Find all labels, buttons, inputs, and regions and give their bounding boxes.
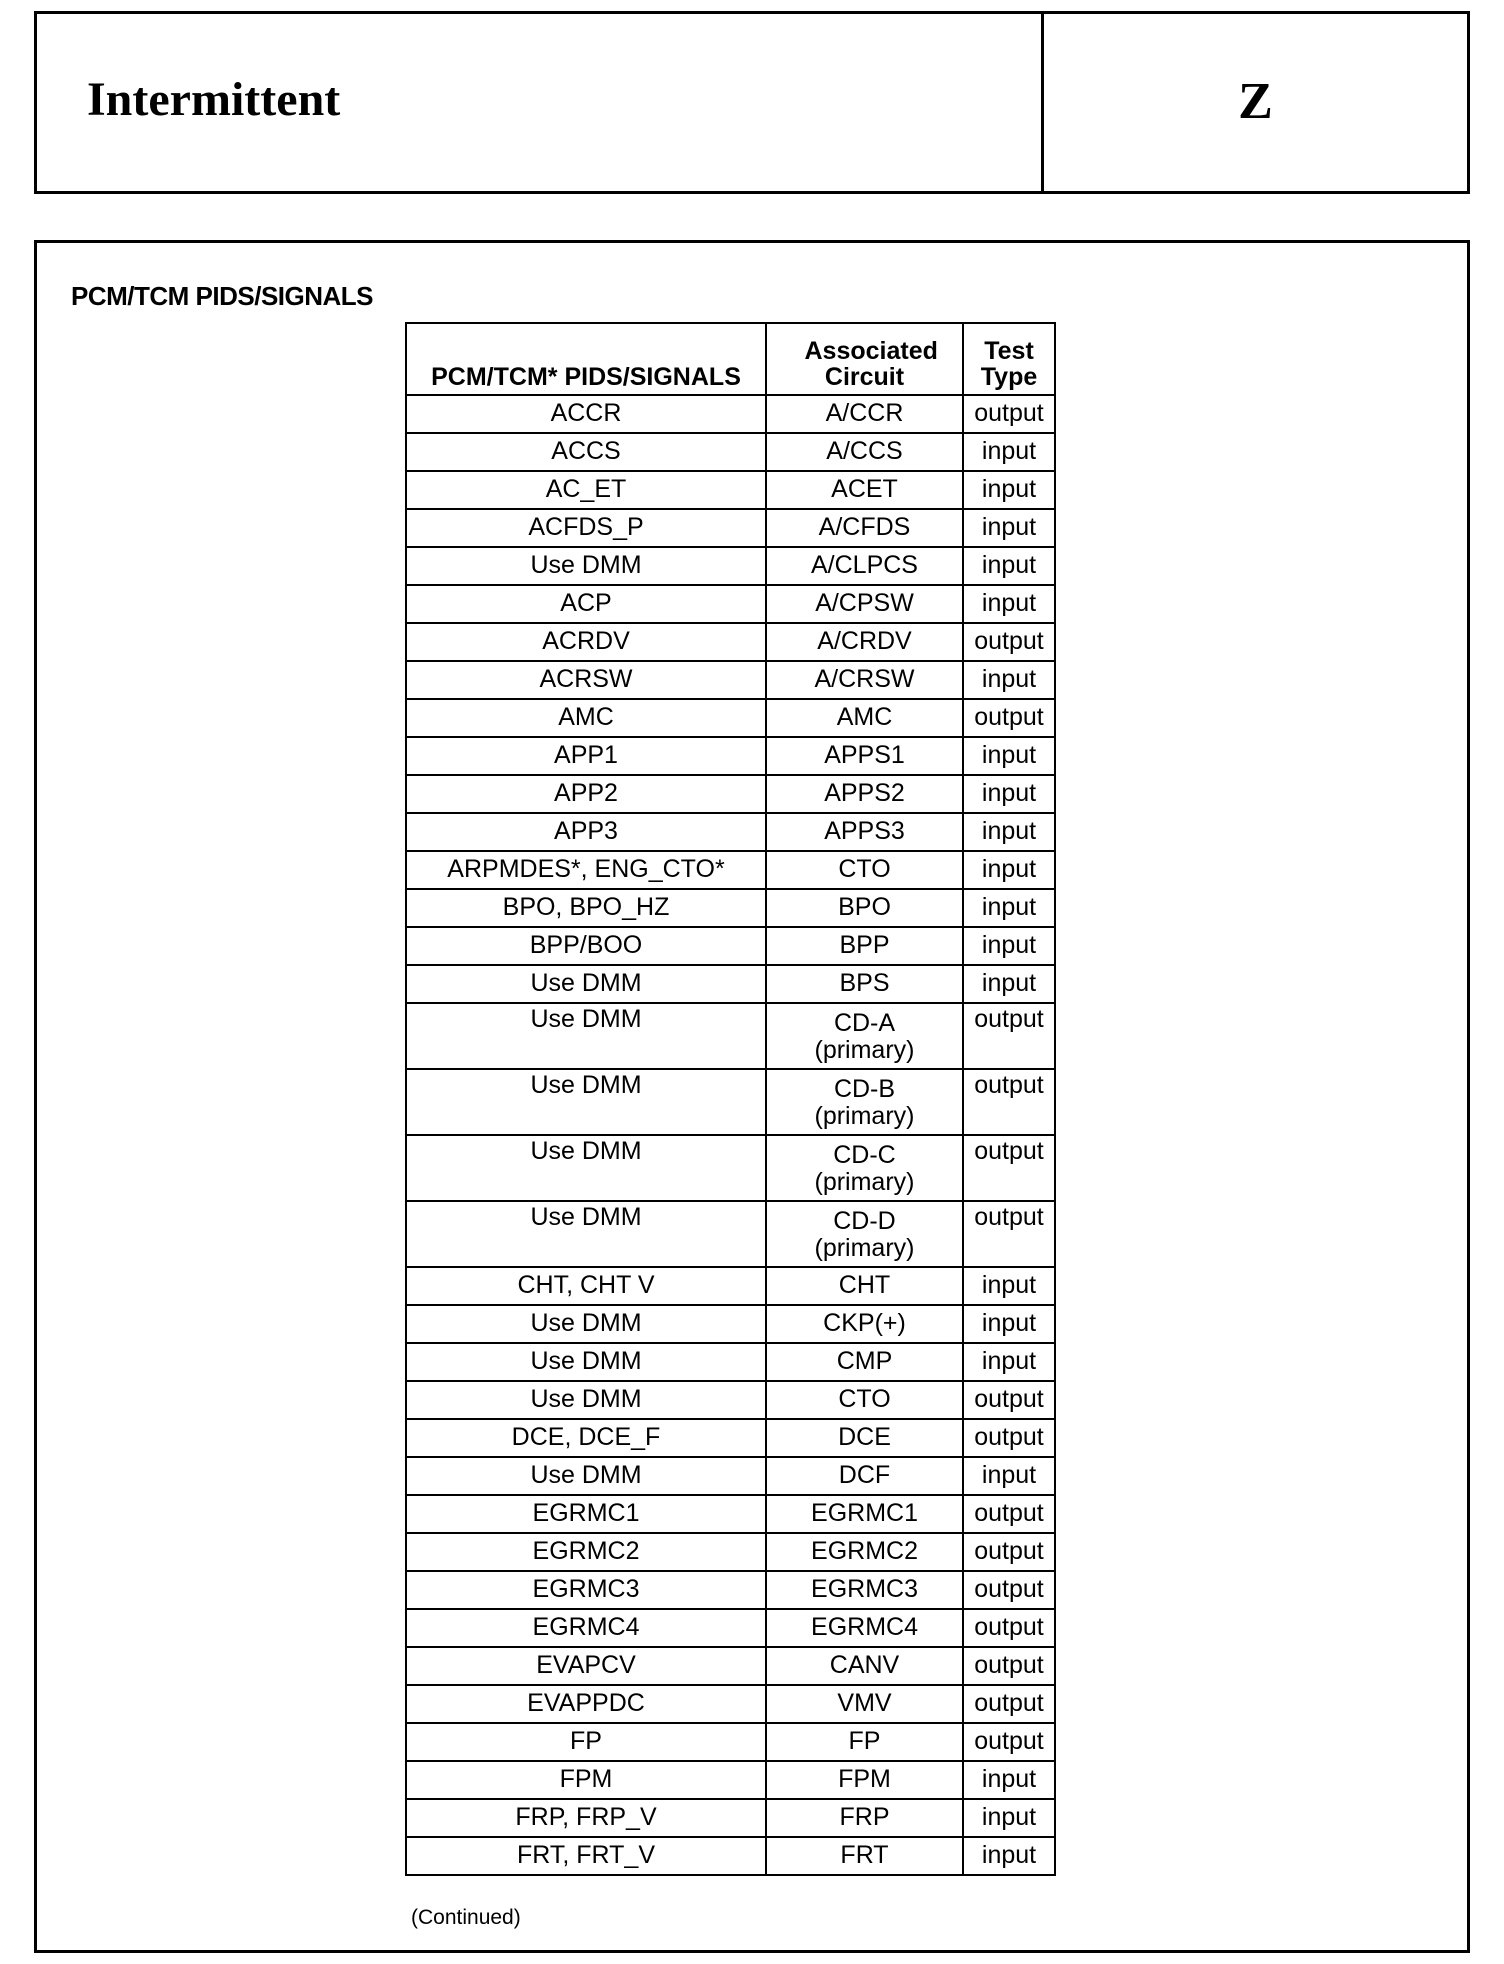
pid-cell: EGRMC3	[406, 1571, 766, 1609]
circuit-cell	[766, 851, 963, 889]
pid-cell: Use DMM	[406, 1003, 766, 1069]
circuit-cell	[766, 1135, 963, 1201]
pid-cell: ACCS	[406, 433, 766, 471]
circuit-name: AMC	[836, 703, 893, 732]
table-row	[406, 1457, 1055, 1495]
continued-note: (Continued)	[411, 1906, 521, 1929]
table-row	[406, 775, 1055, 813]
table-row	[406, 927, 1055, 965]
test-type-cell: output	[963, 1685, 1055, 1723]
table-body	[406, 395, 1055, 1875]
circuit-cell	[766, 1533, 963, 1571]
test-type-cell: output	[963, 1571, 1055, 1609]
circuit-name: CD-C	[833, 1140, 896, 1169]
test-type-cell: input	[963, 927, 1055, 965]
pid-cell: FRT, FRT_V	[406, 1837, 766, 1875]
circuit-cell	[766, 395, 963, 433]
circuit-name: EGRMC3	[811, 1575, 918, 1604]
pid-cell: FPM	[406, 1761, 766, 1799]
test-type-cell: output	[963, 1533, 1055, 1571]
table-row	[406, 433, 1055, 471]
pid-cell: Use DMM	[406, 965, 766, 1003]
table-row	[406, 1419, 1055, 1457]
table-row	[406, 1723, 1055, 1761]
table-row	[406, 661, 1055, 699]
test-type-cell: output	[963, 1647, 1055, 1685]
circuit-cell	[766, 1201, 963, 1267]
circuit-name: CMP	[836, 1347, 893, 1376]
circuit-cell	[766, 1495, 963, 1533]
circuit-name: EGRMC2	[811, 1537, 918, 1566]
pid-cell: APP2	[406, 775, 766, 813]
circuit-cell	[766, 1267, 963, 1305]
circuit-name: A/CRSW	[814, 665, 915, 694]
circuit-cell	[766, 509, 963, 547]
table-row	[406, 547, 1055, 585]
pid-cell: APP3	[406, 813, 766, 851]
circuit-cell	[766, 1685, 963, 1723]
test-type-cell: output	[963, 395, 1055, 433]
circuit-cell	[766, 1799, 963, 1837]
table-row	[406, 1305, 1055, 1343]
pid-cell: AC_ET	[406, 471, 766, 509]
circuit-cell	[766, 585, 963, 623]
pid-cell: EVAPPDC	[406, 1685, 766, 1723]
test-type-cell: output	[963, 1135, 1055, 1201]
test-type-cell: output	[963, 1201, 1055, 1267]
circuit-cell	[766, 889, 963, 927]
section-title: PCM/TCM PIDS/SIGNALS	[71, 281, 374, 311]
circuit-cell	[766, 813, 963, 851]
circuit-note: (primary)	[814, 1234, 915, 1262]
table-row	[406, 737, 1055, 775]
table-row	[406, 1799, 1055, 1837]
circuit-name: APPS3	[824, 817, 905, 846]
table-row	[406, 1381, 1055, 1419]
circuit-name: A/CCR	[825, 399, 904, 428]
test-type-cell: input	[963, 1267, 1055, 1305]
table-header-row	[406, 323, 1055, 395]
circuit-cell	[766, 623, 963, 661]
circuit-name: A/CPSW	[815, 589, 914, 618]
pid-cell: AMC	[406, 699, 766, 737]
circuit-name: BPP	[839, 931, 890, 960]
test-type-cell: output	[963, 1723, 1055, 1761]
pid-cell: Use DMM	[406, 1381, 766, 1419]
test-type-cell: output	[963, 699, 1055, 737]
circuit-name: A/CFDS	[818, 513, 911, 542]
circuit-note: (primary)	[814, 1102, 915, 1130]
test-type-cell: input	[963, 889, 1055, 927]
table-row	[406, 1495, 1055, 1533]
circuit-name: CTO	[838, 1385, 891, 1414]
pid-cell: Use DMM	[406, 1305, 766, 1343]
table-row	[406, 1533, 1055, 1571]
test-type-cell: input	[963, 1457, 1055, 1495]
test-type-cell: input	[963, 775, 1055, 813]
circuit-note: (primary)	[814, 1168, 915, 1196]
circuit-name: VMV	[837, 1689, 892, 1718]
circuit-cell	[766, 699, 963, 737]
pid-cell: Use DMM	[406, 1069, 766, 1135]
test-type-cell: input	[963, 471, 1055, 509]
circuit-name: CKP(+)	[823, 1309, 906, 1338]
table-row	[406, 1685, 1055, 1723]
circuit-cell	[766, 1723, 963, 1761]
table-row	[406, 1647, 1055, 1685]
column-header-circuit: Associated Circuit	[766, 323, 963, 395]
table-row	[406, 813, 1055, 851]
circuit-cell	[766, 1457, 963, 1495]
test-type-cell: input	[963, 813, 1055, 851]
table-row	[406, 1761, 1055, 1799]
column-header-test-type: Test Type	[963, 323, 1055, 395]
table-row	[406, 585, 1055, 623]
circuit-name: BPS	[839, 969, 890, 998]
table-row	[406, 965, 1055, 1003]
circuit-name: CD-D	[833, 1206, 896, 1235]
test-type-cell: output	[963, 1419, 1055, 1457]
circuit-name: FRT	[840, 1841, 889, 1870]
pid-cell: ARPMDES*, ENG_CTO*	[406, 851, 766, 889]
circuit-name: DCE	[838, 1423, 891, 1452]
pid-cell: EGRMC2	[406, 1533, 766, 1571]
pid-cell: Use DMM	[406, 1201, 766, 1267]
test-type-cell: input	[963, 547, 1055, 585]
circuit-name: CANV	[829, 1651, 900, 1680]
pid-signals-table	[405, 322, 1056, 1876]
test-type-cell: output	[963, 1381, 1055, 1419]
table-row	[406, 1837, 1055, 1875]
table-row	[406, 1003, 1055, 1069]
test-type-cell: input	[963, 965, 1055, 1003]
pid-cell: Use DMM	[406, 1343, 766, 1381]
circuit-cell	[766, 775, 963, 813]
pid-cell: Use DMM	[406, 1135, 766, 1201]
pid-cell: Use DMM	[406, 1457, 766, 1495]
circuit-cell	[766, 737, 963, 775]
circuit-note: (primary)	[814, 1036, 915, 1064]
table-row	[406, 471, 1055, 509]
circuit-cell	[766, 1343, 963, 1381]
pid-cell: Use DMM	[406, 547, 766, 585]
table-row	[406, 1069, 1055, 1135]
circuit-name: FPM	[838, 1765, 891, 1794]
circuit-cell	[766, 1837, 963, 1875]
circuit-cell	[766, 1761, 963, 1799]
circuit-cell	[766, 471, 963, 509]
test-type-cell: input	[963, 1761, 1055, 1799]
test-type-cell: input	[963, 1343, 1055, 1381]
circuit-cell	[766, 1003, 963, 1069]
page-title: Intermittent	[87, 73, 341, 126]
test-type-cell: input	[963, 851, 1055, 889]
header-box	[34, 11, 1470, 194]
circuit-name: CD-A	[833, 1008, 896, 1037]
circuit-cell	[766, 1069, 963, 1135]
pid-cell: APP1	[406, 737, 766, 775]
table-row	[406, 1267, 1055, 1305]
test-type-cell: output	[963, 623, 1055, 661]
circuit-cell	[766, 1419, 963, 1457]
circuit-cell	[766, 661, 963, 699]
test-type-cell: input	[963, 433, 1055, 471]
circuit-cell	[766, 547, 963, 585]
circuit-name: DCF	[838, 1461, 891, 1490]
table-row	[406, 395, 1055, 433]
pid-cell: CHT, CHT V	[406, 1267, 766, 1305]
table-row	[406, 1135, 1055, 1201]
circuit-name: BPO	[838, 893, 891, 922]
table-row	[406, 699, 1055, 737]
test-type-cell: input	[963, 1799, 1055, 1837]
circuit-name: EGRMC1	[811, 1499, 918, 1528]
circuit-cell	[766, 927, 963, 965]
pid-cell: ACRDV	[406, 623, 766, 661]
test-type-cell: input	[963, 509, 1055, 547]
circuit-name: APPS1	[824, 741, 905, 770]
pid-cell: FP	[406, 1723, 766, 1761]
column-header-pid: PCM/TCM* PIDS/SIGNALS	[406, 323, 766, 395]
test-type-cell: output	[963, 1495, 1055, 1533]
section-letter: Z	[1238, 73, 1273, 130]
test-type-cell: input	[963, 737, 1055, 775]
circuit-cell	[766, 965, 963, 1003]
table-row	[406, 1571, 1055, 1609]
pid-cell: ACRSW	[406, 661, 766, 699]
circuit-name: A/CCS	[826, 437, 903, 466]
pid-cell: EGRMC4	[406, 1609, 766, 1647]
circuit-name: EGRMC4	[811, 1613, 918, 1642]
circuit-name: FRP	[839, 1803, 890, 1832]
circuit-cell	[766, 433, 963, 471]
table-row	[406, 851, 1055, 889]
test-type-cell: output	[963, 1609, 1055, 1647]
table-row	[406, 623, 1055, 661]
circuit-name: CD-B	[833, 1074, 896, 1103]
circuit-cell	[766, 1305, 963, 1343]
circuit-name: CHT	[838, 1271, 891, 1300]
table-row	[406, 509, 1055, 547]
circuit-cell	[766, 1609, 963, 1647]
pid-cell: EVAPCV	[406, 1647, 766, 1685]
table-row	[406, 1201, 1055, 1267]
circuit-name: A/CRDV	[817, 627, 912, 656]
circuit-name: CTO	[838, 855, 891, 884]
pid-cell: DCE, DCE_F	[406, 1419, 766, 1457]
table-row	[406, 889, 1055, 927]
pid-cell: FRP, FRP_V	[406, 1799, 766, 1837]
circuit-name: A/CLPCS	[811, 551, 918, 580]
test-type-cell: output	[963, 1003, 1055, 1069]
table-row	[406, 1343, 1055, 1381]
pid-cell: ACP	[406, 585, 766, 623]
test-type-cell: output	[963, 1069, 1055, 1135]
circuit-cell	[766, 1647, 963, 1685]
pid-cell: ACFDS_P	[406, 509, 766, 547]
pid-cell: ACCR	[406, 395, 766, 433]
test-type-cell: input	[963, 1837, 1055, 1875]
circuit-name: FP	[848, 1727, 881, 1756]
test-type-cell: input	[963, 585, 1055, 623]
circuit-name: APPS2	[824, 779, 905, 808]
circuit-cell	[766, 1571, 963, 1609]
circuit-name: ACET	[831, 475, 898, 504]
test-type-cell: input	[963, 1305, 1055, 1343]
test-type-cell: input	[963, 661, 1055, 699]
circuit-cell	[766, 1381, 963, 1419]
pid-cell: BPO, BPO_HZ	[406, 889, 766, 927]
table-row	[406, 1609, 1055, 1647]
content-box	[34, 240, 1470, 1953]
pid-cell: BPP/BOO	[406, 927, 766, 965]
pid-cell: EGRMC1	[406, 1495, 766, 1533]
